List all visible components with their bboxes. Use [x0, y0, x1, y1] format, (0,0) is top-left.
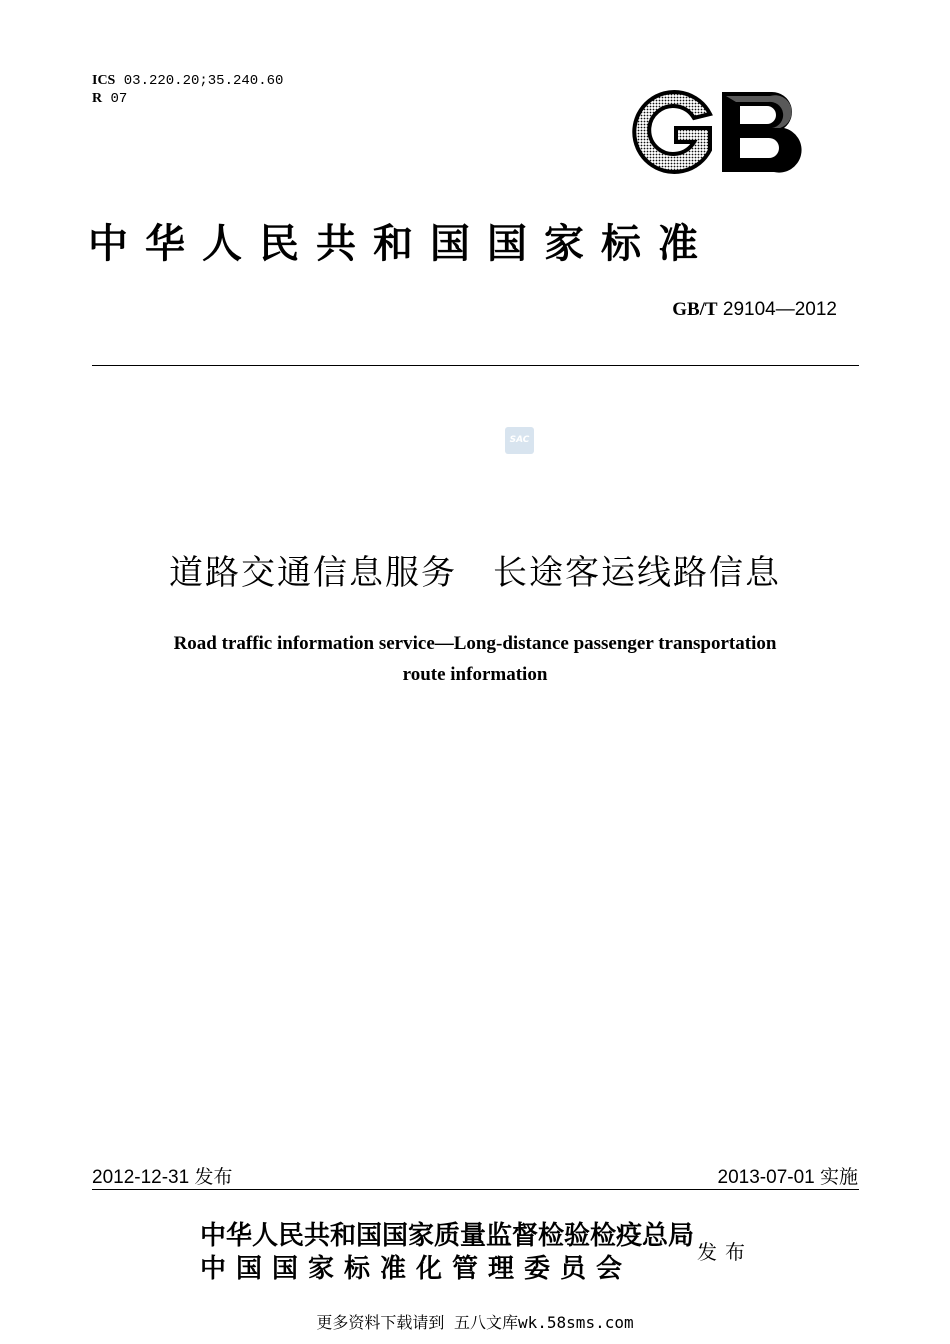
english-title-line-1: Road traffic information service—Long-distance passenger transportation — [173, 633, 777, 654]
english-title — [0, 628, 950, 690]
national-standard-title: 中华人民共和国国家标准 — [88, 221, 715, 267]
issuer-sac: 中国国家标准化管理委员会 — [200, 1254, 633, 1284]
publish-label: 发布 — [697, 1240, 753, 1264]
ics-line: ICS 03.220.20;35.240.60 — [92, 73, 284, 89]
issue-date: 2012-12-31 发布 — [92, 1167, 233, 1188]
classification-codes — [92, 72, 283, 108]
english-title-line-2: route information — [402, 664, 548, 685]
chinese-title: 道路交通信息服务 长途客运线路信息 — [169, 553, 781, 593]
gb-logo — [622, 84, 808, 180]
logo-letter-g — [634, 92, 710, 172]
sac-watermark: SAC — [505, 427, 534, 454]
implement-date: 2013-07-01 实施 — [717, 1167, 858, 1188]
ccs-line: R 07 — [92, 91, 128, 107]
issuer-aqsiq: 中华人民共和国国家质量监督检验检疫总局 — [200, 1221, 695, 1251]
footer-link[interactable]: 更多资料下载请到 五八文库wk.58sms.com — [316, 1313, 634, 1332]
standard-number: GB/T 29104—2012 — [672, 299, 837, 320]
date-divider — [92, 1189, 859, 1190]
header-divider — [92, 365, 859, 366]
